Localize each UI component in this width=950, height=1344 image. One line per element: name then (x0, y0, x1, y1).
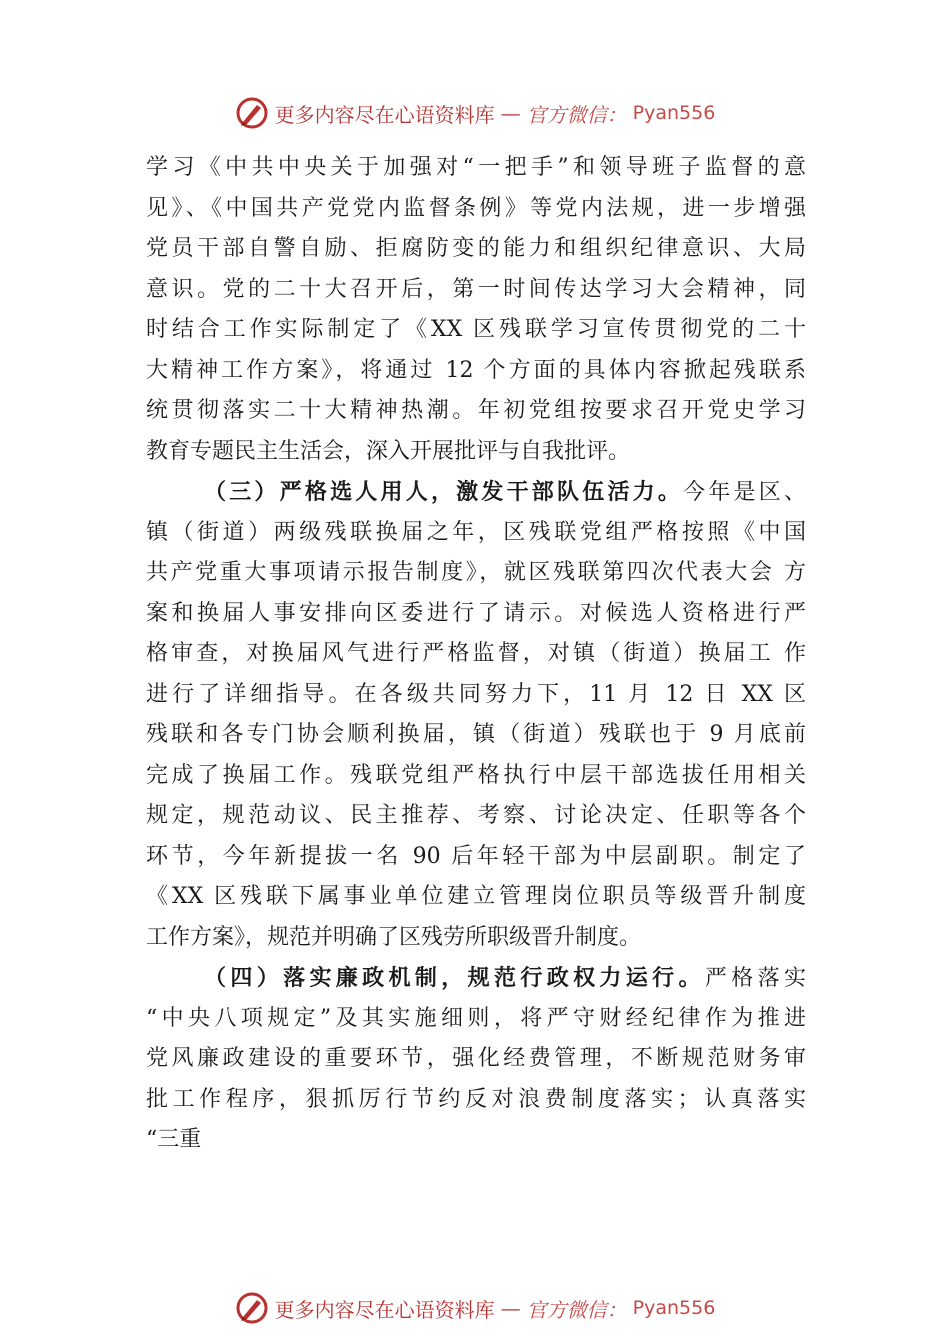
text-line: 批工作程序，狠抓厉行节约反对浪费制度落实；认真落实 (146, 1086, 806, 1112)
section-heading-line (146, 472, 806, 513)
text-line: 意识。党的二十大召开后，第一时间传达学习大会精神，同 (146, 276, 806, 302)
official-label: 官方微信： (526, 102, 627, 127)
official-label: 官方微信： (526, 1297, 627, 1322)
section-heading-3: （三）严格选人用人，激发干部队伍活力。 (204, 479, 684, 505)
footer-banner (0, 1288, 950, 1328)
text-line: “中央八项规定”及其实施细则，将严守财经纪律作为推进 (146, 1005, 806, 1031)
site-name: 更多内容尽在心语资料库 (274, 1297, 495, 1322)
section-heading-line (146, 958, 806, 999)
text-line: 学习《中共中央关于加强对“一把手”和领导班子监督的意 (146, 155, 806, 180)
wechat-id: Pyan556 (632, 102, 716, 124)
section-heading-4: （四）落实廉政机制，规范行政权力运行。 (204, 965, 705, 991)
text-line: 党风廉政建设的重要环节，强化经费管理，不断规范财务审 (146, 1046, 806, 1071)
text-line: 见》、《中国共产党党内监督条例》等党内法规，进一步增强 (146, 195, 806, 221)
header-banner (0, 93, 950, 133)
text-line: 统贯彻落实二十大精神热潮。年初党组按要求召开党史学习 (146, 398, 806, 423)
text-line: 《XX 区残联下属事业单位建立管理岗位职员等级晋升制度 (146, 884, 806, 909)
text-line: 党员干部自警自励、拒腐防变的能力和组织纪律意识、大局 (146, 236, 806, 261)
quill-circle-logo-icon (235, 1291, 269, 1325)
text-line: 教育专题民主生活会，深入开展批评与自我批评。 (146, 438, 631, 464)
text-line: “三重 (146, 1127, 202, 1152)
section-text: 严格落实 (704, 966, 806, 991)
banner-separator: — (500, 1296, 521, 1320)
text-line: 环节，今年新提拔一名 90 后年轻干部为中层副职。制定了 (146, 843, 806, 869)
text-line: 共产党重大事项请示报告制度》，就区残联第四次代表大会 方 (146, 560, 806, 585)
wechat-id: Pyan556 (632, 1297, 716, 1319)
text-line: 镇（街道）两级残联换届之年，区残联党组严格按照《中国 (146, 519, 806, 545)
text-line: 进行了详细指导。在各级共同努力下，11 月 12 日 XX 区 (146, 681, 806, 707)
banner-separator: — (500, 101, 521, 125)
text-line: 格审查，对换届风气进行严格监督，对镇（街道）换届工 作 (146, 641, 806, 666)
text-line: 残联和各专门协会顺利换届，镇（街道）残联也于 9 月底前 (146, 722, 806, 747)
section-text: 今年是区、 (683, 480, 806, 505)
text-line: 完成了换届工作。残联党组严格执行中层干部选拔任用相关 (146, 762, 806, 788)
quill-circle-logo-icon (235, 96, 269, 130)
text-line: 规定，规范动议、民主推荐、考察、讨论决定、任职等各个 (146, 803, 806, 828)
text-line: 工作方案》，规范并明确了区残劳所职级晋升制度。 (146, 924, 642, 950)
text-line: 时结合工作实际制定了《XX 区残联学习宣传贯彻党的二十 (146, 317, 806, 342)
text-line: 大精神工作方案》，将通过 12 个方面的具体内容掀起残联系 (146, 357, 806, 383)
text-line: 案和换届人事安排向区委进行了请示。对候选人资格进行严 (146, 600, 806, 626)
document-body (146, 148, 806, 1161)
site-name: 更多内容尽在心语资料库 (274, 102, 495, 127)
